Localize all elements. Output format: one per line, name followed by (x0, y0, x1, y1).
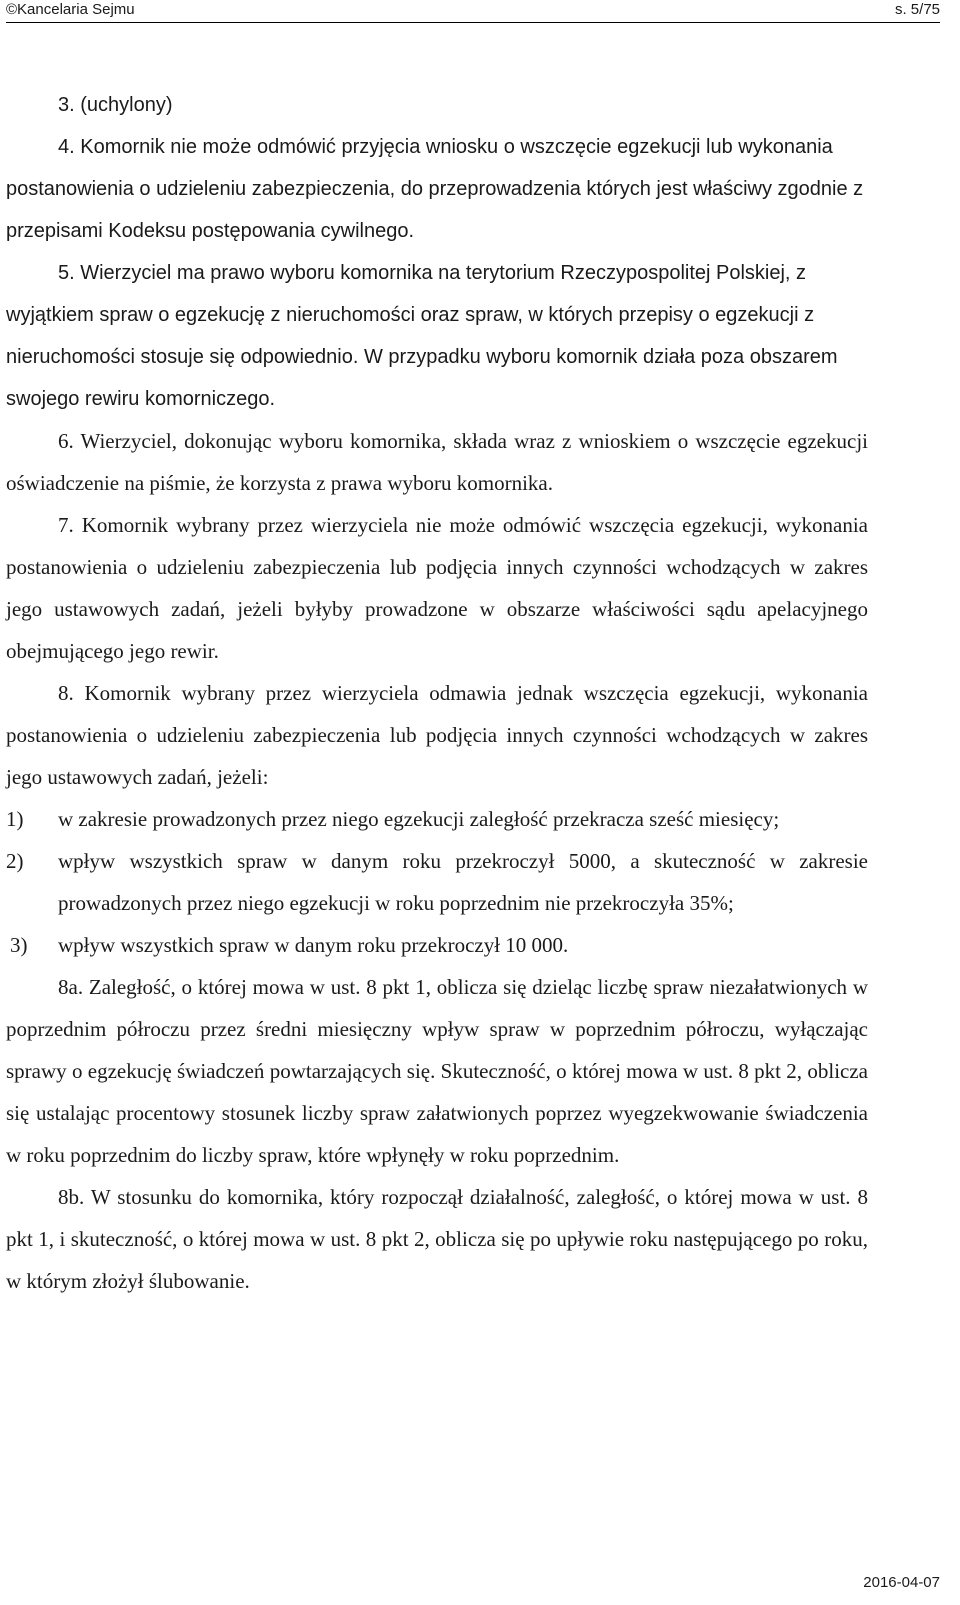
list-item (6, 924, 868, 966)
paragraph-8b: 8b. W stosunku do komornika, który rozpoczął działalność, zaległość, o której mowa w ust. 8 pkt 1, i skuteczność, o której mowa w ust. 8 pkt 2, oblicza się po upływie roku następującego po roku, w którym złożył ślubowanie. (6, 1185, 868, 1293)
list-item-text: w zakresie prowadzonych przez niego egzekucji zaległość przekracza sześć miesięcy; (58, 807, 780, 831)
publisher-label: ©Kancelaria Sejmu (6, 1, 135, 18)
page-number: s. 5/75 (894, 1, 940, 18)
page-header (6, 0, 940, 23)
paragraph-4: 4. Komornik nie może odmówić przyjęcia wniosku o wszczęcie egzekucji lub wykonania postanowienia o udzieleniu zabezpieczenia, do przeprowadzenia których jest właściwy zgodnie z przepisami Kodeksu postępowania cywilnego. (6, 136, 864, 242)
paragraph-7: 7. Komornik wybrany przez wierzyciela nie może odmówić wszczęcia egzekucji, wykonania postanowienia o udzieleniu zabezpieczenia lub podjęcia innych czynności wchodzących w zakres jego ustawowych zadań, jeżeli byłyby prowadzone w obszarze właściwości sądu apelacyjnego obejmującego jego rewir. (6, 513, 868, 663)
list-item (6, 798, 868, 840)
list-item-number: 1) (6, 807, 24, 831)
document-body (6, 84, 868, 1302)
document-date: 2016-04-07 (863, 1574, 940, 1591)
paragraph-6: 6. Wierzyciel, dokonując wyboru komornika, składa wraz z wnioskiem o wszczęcie egzekucji oświadczenie na piśmie, że korzysta z prawa wyboru komornika. (6, 429, 868, 495)
list-item-text: wpływ wszystkich spraw w danym roku przekroczył 10 000. (58, 933, 569, 957)
list-item-number: 2) (6, 849, 24, 873)
paragraph-8: 8. Komornik wybrany przez wierzyciela odmawia jednak wszczęcia egzekucji, wykonania postanowienia o udzieleniu zabezpieczenia lub podjęcia innych czynności wchodzących w zakres jego ustawowych zadań, jeżeli: (6, 681, 868, 789)
paragraph-3: 3. (uchylony) (58, 94, 173, 116)
list-item-text: wpływ wszystkich spraw w danym roku przekroczył 5000, a skuteczność w zakresie prowadzonych przez niego egzekucji w roku poprzednim nie przekroczyła 35%; (58, 849, 868, 915)
paragraph-8a: 8a. Zaległość, o której mowa w ust. 8 pkt 1, oblicza się dzieląc liczbę spraw niezałatwionych w poprzednim półroczu przez średni miesięczny wpływ spraw w poprzednim półroczu, wyłączając sprawy o egzekucję świadczeń powtarzających się. Skuteczność, o której mowa w ust. 8 pkt 2, oblicza się ustalając procentowy stosunek liczby spraw załatwionych poprzez wyegzekwowanie świadczenia w roku poprzednim do liczby spraw, które wpłynęły w roku poprzednim. (6, 975, 868, 1167)
paragraph-5: 5. Wierzyciel ma prawo wyboru komornika na terytorium Rzeczypospolitej Polskiej, z wyjątkiem spraw o egzekucję z nieruchomości oraz spraw, w których przepisy o egzekucji z nieruchomości stosuje się odpowiednio. W przypadku wyboru komornik działa poza obszarem swojego rewiru komorniczego. (6, 262, 838, 410)
list-item-number: 3) (10, 933, 28, 957)
list-item (6, 840, 868, 924)
